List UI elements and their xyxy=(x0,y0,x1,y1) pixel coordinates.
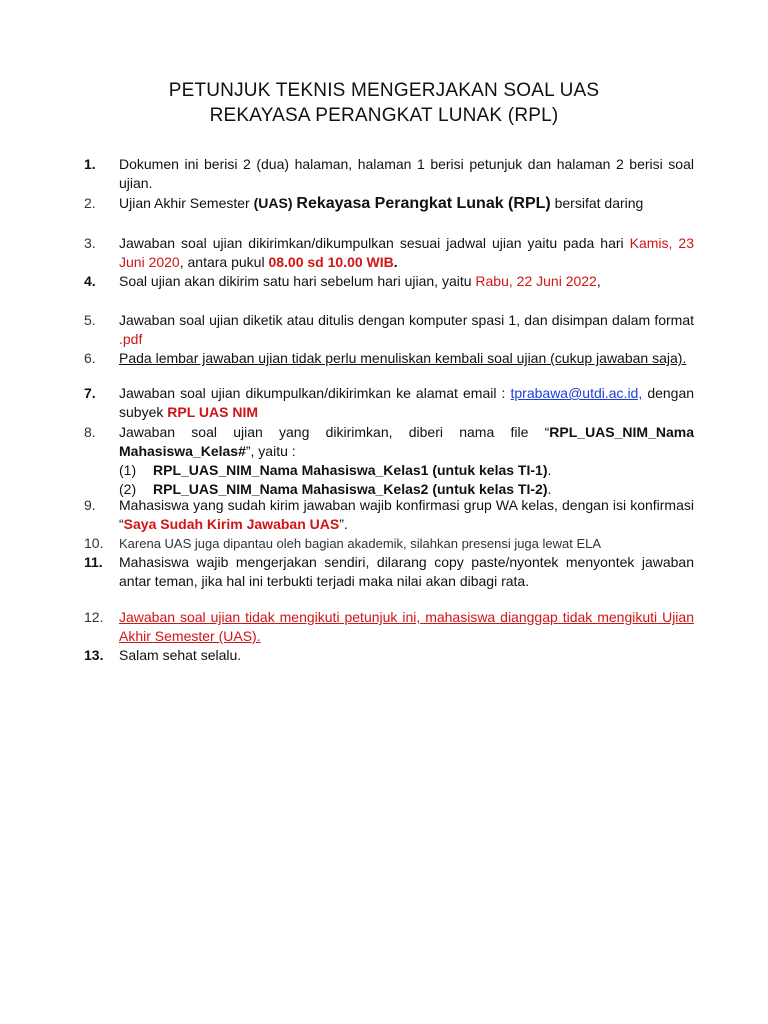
exam-date: Kamis, 23 Juni 2020 xyxy=(119,235,695,270)
item-text-bold: (UAS) xyxy=(253,195,293,211)
item-number: 8. xyxy=(84,424,96,440)
item-text: bersifat daring xyxy=(554,195,644,211)
file-format: .pdf xyxy=(119,331,143,347)
item-text: Jawaban soal ujian yang dikirimkan, diberi nama file “ xyxy=(119,424,550,440)
item-course-name: Rekayasa Perangkat Lunak (RPL) xyxy=(296,195,551,212)
item-text: dengan subyek xyxy=(119,385,695,420)
list-item-11 xyxy=(84,553,694,591)
list-item-1 xyxy=(84,155,694,193)
item-text: Salam sehat selalu. xyxy=(119,647,242,663)
item-text: Pada lembar jawaban ujian tidak perlu menuliskan kembali soal ujian (cukup jawaban saja). xyxy=(119,350,687,366)
list-item-10 xyxy=(84,534,694,553)
item-text: Dokumen ini berisi 2 (dua) halaman, halaman 1 berisi petunjuk dan halaman 2 berisi soal ujian. xyxy=(119,156,694,191)
list-item-7 xyxy=(84,384,694,422)
sub-item-end: . xyxy=(547,481,552,497)
list-item-8 xyxy=(84,423,694,499)
send-date: Rabu, 22 Juni 2022 xyxy=(475,273,597,289)
list-item-5 xyxy=(84,311,694,349)
exam-time: 08.00 sd 10.00 WIB xyxy=(268,254,394,270)
item-number: 13. xyxy=(84,647,104,663)
item-number: 12. xyxy=(84,609,104,625)
item-number: 2. xyxy=(84,195,96,211)
item-text: Mahasiswa wajib mengerjakan sendiri, dilarang copy paste/nyontek menyontek jawaban antar teman, jika hal ini terbukti terjadi maka nilai akan dibagi rata. xyxy=(119,554,694,589)
item-number: 1. xyxy=(84,156,96,172)
item-text: Karena UAS juga dipantau oleh bagian akademik, silahkan presensi juga lewat ELA xyxy=(119,536,602,551)
item-number: 10. xyxy=(84,535,104,551)
item-number: 5. xyxy=(84,312,96,328)
item-text: Jawaban soal ujian dikirimkan/dikumpulkan sesuai jadwal ujian yaitu pada hari xyxy=(119,235,624,251)
item-text: ”. xyxy=(339,516,348,532)
item-text: Jawaban soal ujian dikumpulkan/dikirimkan ke alamat email : xyxy=(119,385,506,401)
item-text: . xyxy=(393,254,398,270)
list-item-6 xyxy=(84,349,694,368)
list-item-9 xyxy=(84,496,694,534)
sub-item-end: . xyxy=(547,462,552,478)
email-link[interactable]: tprabawa@utdi.ac.id, xyxy=(510,385,643,401)
sub-item-number: (2) xyxy=(119,481,137,497)
sub-item-text: RPL_UAS_NIM_Nama Mahasiswa_Kelas1 (untuk kelas TI-1) xyxy=(153,462,548,478)
item-number: 4. xyxy=(84,273,96,289)
list-item-12 xyxy=(84,608,694,646)
file-name-pattern: RPL_UAS_NIM_Nama Mahasiswa_Kelas# xyxy=(119,424,694,459)
item-number: 3. xyxy=(84,235,96,251)
title-line-2: REKAYASA PERANGKAT LUNAK (RPL) xyxy=(209,105,559,126)
email-subject: RPL UAS NIM xyxy=(167,404,258,420)
list-item-4 xyxy=(84,272,694,291)
item-number: 7. xyxy=(84,385,96,401)
item-text: Ujian Akhir Semester xyxy=(119,195,250,211)
list-item-3 xyxy=(84,234,694,272)
item-text: Jawaban soal ujian diketik atau ditulis dengan komputer spasi 1, dan disimpan dalam format xyxy=(119,312,694,328)
list-item-13 xyxy=(84,646,694,665)
item-text-warning: Jawaban soal ujian tidak mengikuti petunjuk ini, mahasiswa dianggap tidak mengikuti Ujian Akhir Semester (UAS). xyxy=(119,609,694,644)
item-text: , xyxy=(596,273,601,289)
item-text: Soal ujian akan dikirim satu hari sebelum hari ujian, yaitu xyxy=(119,273,472,289)
item-number: 6. xyxy=(84,350,96,366)
confirmation-text: Saya Sudah Kirim Jawaban UAS xyxy=(123,516,340,532)
sub-item-number: (1) xyxy=(119,462,137,478)
item-number: 9. xyxy=(84,497,96,513)
item-number: 11. xyxy=(84,554,103,570)
sub-item-text: RPL_UAS_NIM_Nama Mahasiswa_Kelas2 (untuk kelas TI-2) xyxy=(153,481,548,497)
item-text: Mahasiswa yang sudah kirim jawaban wajib konfirmasi grup WA kelas, dengan isi konfirmasi “ xyxy=(119,497,694,532)
item-text: , antara pukul xyxy=(179,254,265,270)
title-line-1: PETUNJUK TEKNIS MENGERJAKAN SOAL UAS xyxy=(168,80,600,101)
sub-item-1 xyxy=(119,461,694,480)
item-text: ”, yaitu : xyxy=(245,443,296,459)
list-item-2 xyxy=(84,194,694,213)
